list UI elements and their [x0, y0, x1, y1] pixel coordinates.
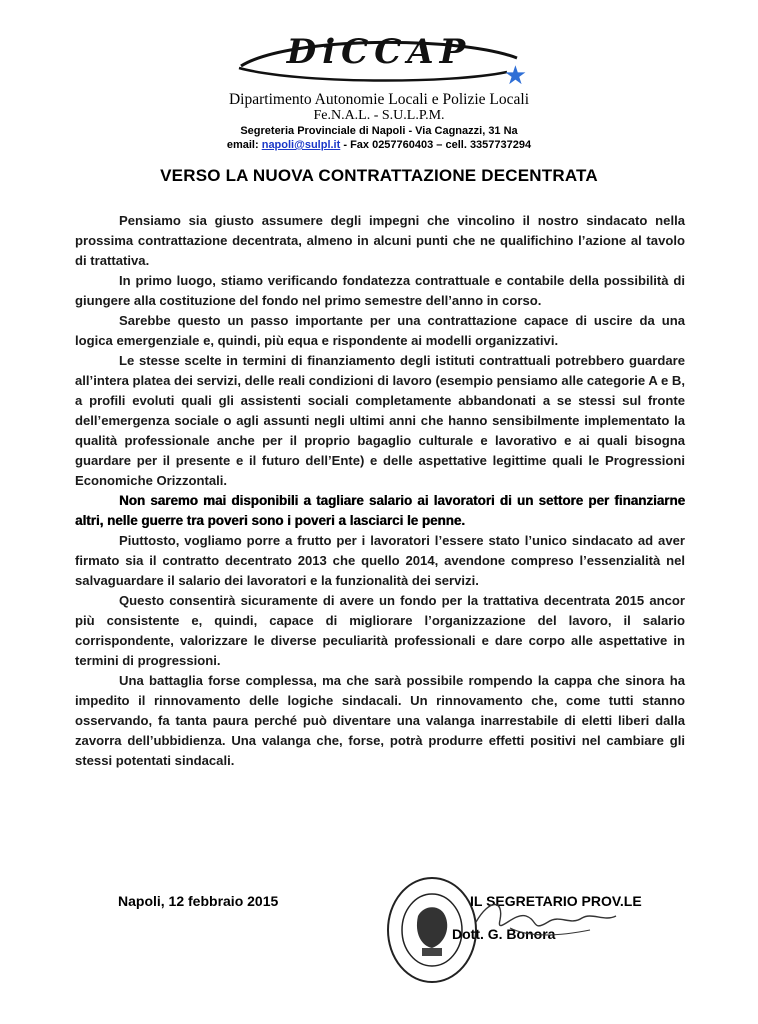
handwritten-signature — [470, 892, 620, 952]
paragraph: Sarebbe questo un passo importante per una contrattazione capace di uscire da una logica emergenziale e, quindi, più equa e rispondente ai modelli organizzativi. — [75, 313, 685, 348]
signing-date: Napoli, 12 febbraio 2015 — [118, 893, 279, 909]
diccap-logo — [229, 28, 529, 90]
federation-names: Fe.N.A.L. - S.U.L.P.M. — [313, 108, 445, 123]
paragraph: Piuttosto, vogliamo porre a frutto per i lavoratori l’essere stato l’unico sindacato ad aver firmato sia il contratto decentrato 2013 che quello 2014, avendone compreso l’essenzialità nel salvaguardare il salario dei lavoratori e la funzionalità dei servizi. — [75, 533, 685, 588]
paragraph: Una battaglia forse complessa, ma che sarà possibile rompendo la cappa che sinora ha impedito il rinnovamento delle logiche sindacali. Un rinnovamento che, come tutti stanno osservando, fa tanta paura perché può diventare una valanga inarrestabile di eletti liberi dalla zavorra dell’ubbidienza. Una valanga che, forse, potrà produrre effetti positivi nel cambiare gli stessi potentati sindacali. — [75, 673, 685, 768]
document-body — [75, 211, 685, 771]
signer-role: IL SEGRETARIO PROV.LE — [470, 893, 642, 909]
paragraph: In primo luogo, stiamo verificando fondatezza contrattuale e contabile della possibilità di giungere alla costituzione del fondo nel primo semestre dell’anno in corso. — [75, 273, 685, 308]
emphasized-paragraph: Non saremo mai disponibili a tagliare salario ai lavoratori di un settore per finanziarne altri, nelle guerre tra poveri sono i poveri a lasciarci le penne. — [75, 493, 685, 528]
logo-wordmark: DiCCAP — [286, 32, 472, 72]
secretariat-address: Segreteria Provinciale di Napoli - Via Cagnazzi, 31 Na — [240, 125, 518, 137]
letterhead — [0, 28, 758, 152]
document-title: VERSO LA NUOVA CONTRATTAZIONE DECENTRATA — [160, 166, 598, 185]
paragraph: Le stesse scelte in termini di finanziamento degli istituti contrattuali potrebbero guardare all’intera platea dei servizi, delle reali condizioni di lavoro (esempio pensiamo alle categorie A e B, a profili evoluti quali gli assistenti sociali completamente abbandonati a se stessi sul fronte dell’emergenza sociale o agli assunti negli ultimi anni che hanno sensibilmente implementato la qualità professionale anche per il proprio bagaglio culturale e lavorativo e ai quali bisogna guardare per il presente e il futuro dell’Ente) e delle aspettative legittime quali le Progressioni Economiche Orizzontali. — [75, 353, 685, 488]
paragraph: Pensiamo sia giusto assumere degli impegni che vincolino il nostro sindacato nella prossima contrattazione decentrata, almeno in alcuni punti che ne qualifichino l’azione al tavolo di trattativa. — [75, 213, 685, 268]
contact-line — [0, 138, 758, 152]
star-icon: ★ — [503, 60, 527, 90]
fax-cell-numbers: - Fax 0257760403 – cell. 3357737294 — [343, 139, 532, 151]
email-link[interactable]: napoli@sulpl.it — [261, 139, 341, 151]
email-label: email: — [226, 139, 259, 151]
signer-name: Dott. G. Bonora — [452, 926, 556, 942]
department-name: Dipartimento Autonomie Locali e Polizie Locali — [228, 91, 530, 108]
paragraph: Questo consentirà sicuramente di avere un fondo per la trattativa decentrata 2015 ancor più consistente e, quindi, capace di migliorare l’organizzazione del lavoro, il salario corrispondente, valorizzare le diverse peculiarità professionali e dare corpo alle aspettative in termini di progressioni. — [75, 593, 685, 668]
